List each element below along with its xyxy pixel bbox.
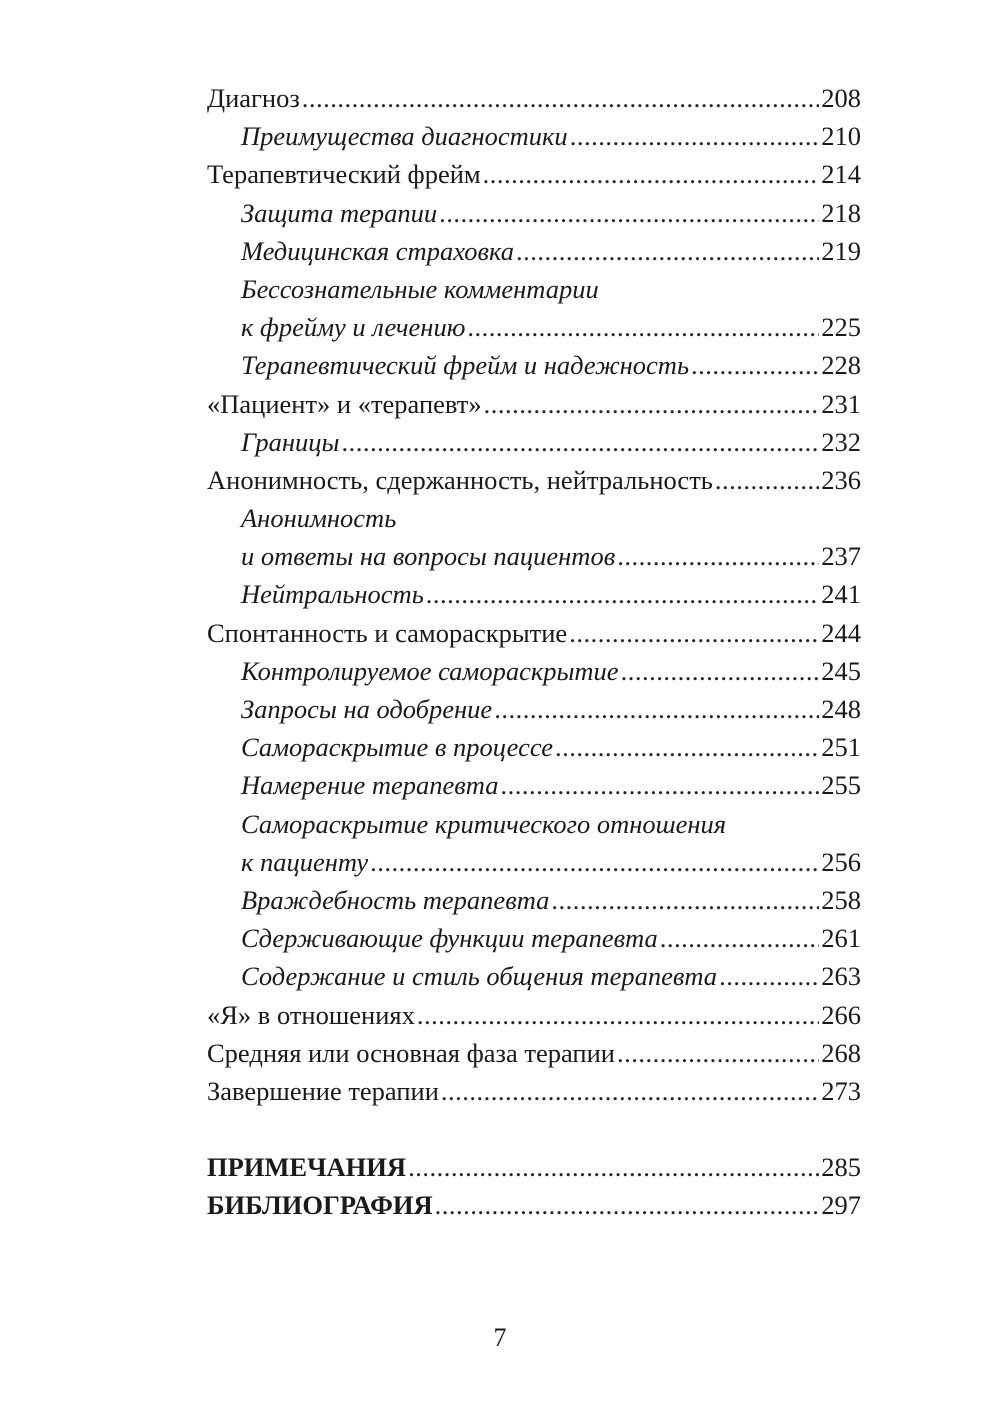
toc-entry-page: 273 — [821, 1075, 861, 1106]
toc-subentry — [207, 423, 861, 461]
toc-entry-title: Запросы на одобрение — [241, 694, 493, 724]
toc-entry-title: Анонимность, сдержанность, нейтральность — [207, 464, 713, 495]
toc-entry-page: 248 — [821, 694, 861, 724]
table-of-contents — [207, 79, 861, 1224]
toc-entry-page: 255 — [821, 770, 861, 801]
toc-entry — [207, 385, 861, 423]
toc-subentry — [207, 957, 861, 995]
toc-subentry — [207, 766, 861, 804]
toc-entry-title: Содержание и стиль общения терапевта — [241, 961, 718, 992]
toc-entry-page: 266 — [821, 999, 861, 1030]
toc-subentry — [207, 499, 861, 537]
toc-entry-page: 219 — [821, 235, 861, 266]
toc-entry-title: Самораскрытие в процессе — [241, 732, 554, 763]
toc-entry-title: Терапевтический фрейм — [207, 159, 481, 190]
toc-entry — [207, 1034, 861, 1072]
toc-entry-title: Медицинская страховка — [241, 235, 515, 266]
toc-entry-page: 225 — [821, 312, 861, 343]
page-number: 7 — [493, 1323, 507, 1352]
toc-entry-page: 263 — [821, 961, 861, 992]
toc-entry — [207, 1072, 861, 1110]
dot-leader — [435, 1186, 820, 1224]
dot-leader — [551, 881, 819, 919]
toc-entry-title: Нейтральность — [241, 579, 424, 610]
toc-entry-title: Враждебность терапевта — [241, 884, 550, 915]
toc-entry — [207, 614, 861, 652]
dot-leader — [715, 461, 819, 499]
toc-entry-page: 268 — [821, 1037, 861, 1068]
toc-subentry — [207, 346, 861, 384]
toc-entry-title: БИБЛИОГРАФИЯ — [207, 1190, 433, 1221]
dot-leader — [483, 155, 820, 193]
toc-entry — [207, 461, 861, 499]
toc-entry-page: 258 — [821, 884, 861, 915]
dot-leader — [370, 843, 819, 881]
toc-subentry — [207, 843, 861, 881]
toc-section-notes — [207, 1148, 861, 1186]
dot-leader — [617, 1034, 819, 1072]
toc-subentry — [207, 728, 861, 766]
toc-entry-page: 214 — [821, 159, 861, 190]
toc-entry-title: Анонимность — [241, 503, 397, 534]
toc-subentry — [207, 805, 861, 843]
dot-leader — [439, 194, 819, 232]
toc-subentry — [207, 690, 861, 728]
toc-entry-page: 256 — [821, 846, 861, 877]
toc-entry-page: 245 — [821, 655, 861, 686]
toc-entry-title: Контролируемое самораскрытие — [241, 655, 619, 686]
dot-leader — [617, 537, 819, 575]
toc-entry-page: 241 — [821, 579, 861, 610]
toc-subentry — [207, 232, 861, 270]
toc-entry-page: 208 — [821, 83, 861, 113]
toc-entry-title: ПРИМЕЧАНИЯ — [207, 1152, 407, 1183]
dot-leader — [494, 690, 819, 728]
dot-leader — [302, 79, 819, 117]
toc-entry-page: 218 — [821, 197, 861, 228]
toc-entry-title: Диагноз — [207, 83, 300, 113]
toc-entry-title: «Пациент» и «терапевт» — [207, 388, 482, 419]
dot-leader — [408, 1148, 819, 1186]
toc-section-bibliography — [207, 1186, 861, 1224]
toc-subentry — [207, 270, 861, 308]
dot-leader — [691, 346, 819, 384]
toc-entry-title: Завершение терапии — [207, 1075, 439, 1106]
dot-leader — [660, 919, 819, 957]
toc-entry-title: Средняя или основная фаза терапии — [207, 1037, 615, 1068]
dot-leader — [417, 996, 819, 1034]
toc-entry-page: 261 — [821, 923, 861, 954]
dot-leader — [621, 652, 820, 690]
toc-entry-page: 244 — [821, 617, 861, 648]
toc-entry-title: Защита терапии — [241, 197, 438, 228]
toc-entry-page: 236 — [821, 464, 861, 495]
dot-leader — [500, 766, 819, 804]
toc-entry-title: Бессознательные комментарии — [241, 273, 599, 304]
toc-entry-page: 285 — [821, 1152, 861, 1183]
dot-leader — [569, 614, 819, 652]
toc-subentry — [207, 117, 861, 155]
toc-entry — [207, 79, 861, 117]
toc-subentry — [207, 575, 861, 613]
toc-entry-title: к фрейму и лечению — [241, 312, 466, 343]
toc-entry-title: Спонтанность и самораскрытие — [207, 617, 568, 648]
toc-entry-title: Терапевтический фрейм и надежность — [241, 350, 690, 381]
dot-leader — [341, 423, 819, 461]
toc-entry-title: и ответы на вопросы пациентов — [241, 541, 616, 572]
toc-entry-page: 297 — [821, 1190, 861, 1221]
toc-entry-title: Сдерживающие функции терапевта — [241, 923, 658, 954]
dot-leader — [441, 1072, 819, 1110]
toc-entry-page: 210 — [821, 121, 861, 152]
toc-subentry — [207, 881, 861, 919]
toc-entry-page: 232 — [821, 426, 861, 457]
toc-entry — [207, 155, 861, 193]
toc-entry-title: Намерение терапевта — [241, 770, 499, 801]
dot-leader — [467, 308, 819, 346]
dot-leader — [516, 232, 819, 270]
toc-subentry — [207, 308, 861, 346]
toc-subentry — [207, 194, 861, 232]
dot-leader — [555, 728, 819, 766]
toc-entry-title: Самораскрытие критического отношения — [241, 808, 727, 839]
toc-entry-title: к пациенту — [241, 846, 369, 877]
toc-entry-page: 231 — [821, 388, 861, 419]
toc-subentry — [207, 919, 861, 957]
toc-entry-page: 251 — [821, 732, 861, 763]
dot-leader — [719, 957, 819, 995]
dot-leader — [484, 385, 820, 423]
toc-subentry — [207, 537, 861, 575]
dot-leader — [570, 117, 820, 155]
toc-entry-title: «Я» в отношениях — [207, 999, 415, 1030]
dot-leader — [426, 575, 819, 613]
toc-entry-page: 228 — [821, 350, 861, 381]
toc-subentry — [207, 652, 861, 690]
toc-entry-title: Преимущества диагностики — [241, 121, 568, 152]
toc-entry-title: Границы — [241, 426, 340, 457]
toc-entry — [207, 996, 861, 1034]
toc-entry-page: 237 — [821, 541, 861, 572]
